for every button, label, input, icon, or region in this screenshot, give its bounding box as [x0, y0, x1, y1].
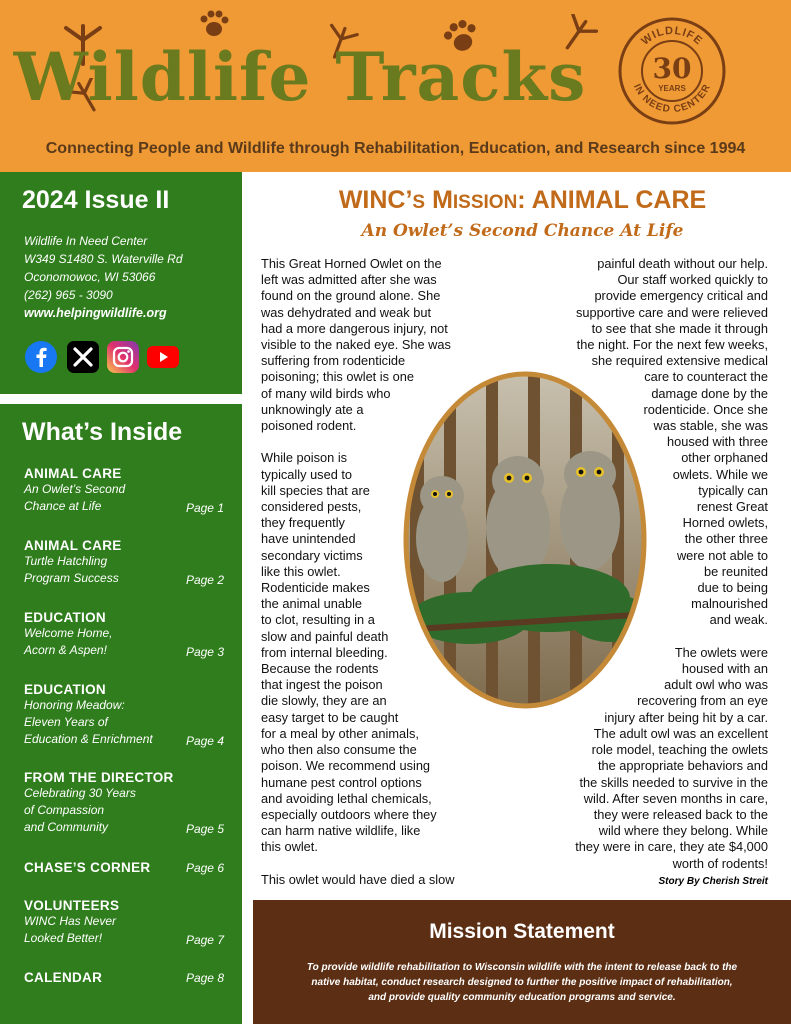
toc-subtitle: Welcome Home,: [24, 626, 113, 640]
winc-30-years-seal-icon: [617, 16, 727, 126]
article-line: other orphaned: [681, 450, 768, 466]
x-icon[interactable]: [66, 340, 100, 374]
toc-item[interactable]: [24, 898, 224, 947]
article-line: they frequently: [261, 515, 345, 531]
article-line: the night. For the next few weeks,: [576, 337, 768, 353]
article-line: to see that she made it through: [591, 320, 768, 336]
article-line: had a more dangerous injury, not: [261, 320, 448, 336]
toc-category: CHASE’S CORNER: [24, 860, 151, 875]
whats-inside-panel: [0, 404, 242, 1024]
article-line: worth of rodents!: [672, 855, 768, 871]
article-line: poison. We recommend using: [261, 758, 431, 774]
toc-page: Page 8: [185, 971, 224, 985]
address-line: W349 S1480 S. Waterville Rd: [24, 252, 183, 266]
article-line: were not able to: [676, 547, 768, 563]
article-line: she required extensive medical: [591, 353, 768, 369]
website-link[interactable]: www.helpingwildlife.org: [24, 306, 167, 320]
article-line: adult owl who was: [664, 677, 768, 693]
article-line: was stable, she was: [653, 418, 768, 434]
article-line: and avoiding lethal chemicals,: [261, 790, 432, 806]
toc-subtitle: and Community: [24, 820, 109, 834]
toc-category: EDUCATION: [24, 682, 106, 697]
toc-subtitle: An Owlet’s Second: [24, 482, 126, 496]
title-part: : ANIMAL CARE: [517, 186, 707, 214]
toc-page: Page 4: [185, 734, 224, 748]
toc-page: Page 6: [185, 861, 224, 875]
toc-item[interactable]: [24, 610, 224, 659]
toc-item[interactable]: [24, 682, 224, 748]
article-line: the animal unable: [261, 596, 363, 612]
article-line: especially outdoors where they: [261, 806, 437, 822]
article-line: role model, teaching the owlets: [591, 742, 768, 758]
article-line: can harm native wildlife, like: [261, 823, 421, 839]
story-credit: Story By Cherish Streit: [658, 876, 768, 887]
address-block: [24, 232, 183, 304]
address-line: Wildlife In Need Center: [24, 234, 148, 248]
toc-subtitle: Chance at Life: [24, 499, 102, 513]
article-line: typically can: [698, 482, 768, 498]
article-line: poisoning; this owlet is one: [261, 369, 414, 385]
article-line: The adult owl was an excellent: [593, 725, 768, 741]
article-line: considered pests,: [261, 499, 362, 515]
mission-title: Mission Statement: [429, 920, 615, 943]
article-line: secondary victims: [261, 547, 363, 563]
toc-page: Page 1: [185, 501, 224, 515]
toc-subtitle: Turtle Hatchling: [24, 554, 108, 568]
article-line: this owlet.: [261, 839, 318, 855]
toc-item[interactable]: [24, 538, 224, 587]
article-line: left was admitted after she was: [261, 272, 437, 288]
article-line: housed with three: [666, 434, 768, 450]
toc-subtitle: Acorn & Aspen!: [24, 643, 107, 657]
article-line: renest Great: [696, 499, 768, 515]
toc-subtitle: WINC Has Never: [24, 914, 117, 928]
article-line: humane pest control options: [261, 774, 422, 790]
title-part: M: [432, 186, 453, 214]
title-part: ISSION: [452, 192, 518, 213]
sidebar-divider: [0, 394, 242, 404]
article-line: who then also consume the: [261, 742, 417, 758]
toc-category: ANIMAL CARE: [24, 538, 122, 553]
article-line: care to counteract the: [644, 369, 768, 385]
toc-subtitle: Celebrating 30 Years: [24, 786, 136, 800]
address-line: (262) 965 - 3090: [24, 288, 113, 302]
svg-text:WILDLIFE: [639, 25, 704, 48]
toc-category: ANIMAL CARE: [24, 466, 122, 481]
toc-category: CALENDAR: [24, 970, 103, 985]
article-line: found on the ground alone. She: [261, 288, 441, 304]
article-line: Our staff worked quickly to: [617, 272, 768, 288]
issue-label: 2024 Issue II: [22, 186, 170, 214]
seal-years: YEARS: [658, 84, 686, 93]
sidebar-contact: [0, 172, 242, 394]
article-line: The owlets were: [674, 644, 768, 660]
article-line: suffering from rodenticide: [261, 353, 406, 369]
toc-category: FROM THE DIRECTOR: [24, 770, 174, 785]
toc-page: Page 2: [185, 573, 224, 587]
seal-number: 30: [652, 52, 692, 85]
article-line: easy target to be caught: [261, 709, 399, 725]
article-line: Because the rodents: [261, 661, 379, 677]
newsletter-title: Wildlife Tracks: [13, 38, 587, 116]
article-line: injury after being hit by a car.: [604, 709, 768, 725]
article-line: malnourished: [691, 596, 768, 612]
article-line: due to being: [697, 580, 768, 596]
tagline: Connecting People and Wildlife through Rehabilitation, Education, and Research since 1994: [45, 140, 746, 157]
article-line: rodenticide. Once she: [643, 401, 768, 417]
article-line: provide emergency critical and: [594, 288, 768, 304]
facebook-icon[interactable]: [24, 340, 58, 374]
article-line: While poison is: [261, 450, 348, 466]
article-line: they were in care, they ate $4,000: [575, 839, 768, 855]
article-line: and weak.: [709, 612, 768, 628]
youtube-icon[interactable]: [146, 340, 180, 374]
article-line: die slowly, they are an: [261, 693, 387, 709]
toc-page: Page 3: [185, 645, 224, 659]
article-line: poisoned rodent.: [261, 418, 357, 434]
article-line: the other three: [684, 531, 768, 547]
mission-line: native habitat, conduct research designed to further the positive impact of rehabilitation,: [311, 977, 733, 988]
article-line: damage done by the: [651, 385, 768, 401]
article-line: Horned owlets,: [682, 515, 768, 531]
article-line: supportive care and were relieved: [575, 304, 768, 320]
article-subtitle: An Owlet’s Second Chance At Life: [361, 221, 684, 241]
article-line: housed with an: [681, 661, 768, 677]
title-part: WINC’: [338, 186, 413, 214]
article-line: unknowingly ate a: [261, 401, 364, 417]
article-line: visible to the naked eye. She was: [261, 337, 451, 353]
toc-item[interactable]: [24, 466, 224, 515]
article-line: slow and painful death: [261, 628, 389, 644]
toc-subtitle: of Compassion: [24, 803, 105, 817]
article-line: painful death without our help.: [597, 256, 768, 271]
mission-line: To provide wildlife rehabilitation to Wisconsin wildlife with the intent to release back to the: [306, 962, 738, 973]
article-line: wild where they belong. While: [598, 823, 768, 839]
article-line: the skills needed to survive in the: [579, 774, 768, 790]
instagram-icon[interactable]: [106, 340, 140, 374]
article-title: [254, 186, 791, 215]
toc-subtitle: Education & Enrichment: [24, 732, 153, 746]
owlets-photo: [400, 368, 650, 712]
masthead: [0, 0, 791, 172]
article-line: from internal bleeding.: [261, 644, 388, 660]
article-line: This Great Horned Owlet on the: [261, 256, 442, 271]
article-line: like this owlet.: [261, 563, 341, 579]
article-line: that ingest the poison: [261, 677, 383, 693]
article-line: This owlet would have died a slow: [261, 871, 455, 887]
toc-item[interactable]: [24, 860, 224, 875]
article-line: kill species that are: [261, 482, 370, 498]
seal-bottom-text: IN NEED CENTER: [630, 82, 714, 116]
toc-subtitle: Program Success: [24, 571, 119, 585]
article-line: have unintended: [261, 531, 356, 547]
article-line: recovering from an eye: [637, 693, 768, 709]
whats-inside-title: What’s Inside: [22, 418, 183, 446]
toc-item[interactable]: [24, 970, 224, 985]
toc-page: Page 5: [185, 822, 224, 836]
article-line: they were released back to the: [593, 806, 768, 822]
article-line: [261, 856, 511, 872]
toc-subtitle: Eleven Years of: [24, 715, 108, 729]
toc-subtitle: Honoring Meadow:: [24, 698, 125, 712]
article-line: typically used to: [261, 466, 353, 482]
paw-track-icon: [196, 6, 232, 42]
article-line: the appropriate behaviors and: [597, 758, 768, 774]
title-part: S: [412, 192, 426, 213]
toc-subtitle: Looked Better!: [24, 931, 103, 945]
seal-top-text: WILDLIFE: [639, 24, 705, 48]
toc-item[interactable]: [24, 770, 224, 836]
article-line: for a meal by other animals,: [261, 725, 419, 741]
toc-page: Page 7: [185, 933, 224, 947]
article-line: was dehydrated and weak but: [261, 304, 432, 320]
article-line: wild. After seven months in care,: [583, 790, 768, 806]
article-line: of many wild birds who: [261, 385, 391, 401]
article-line: be reunited: [703, 563, 768, 579]
mission-line: and provide quality community education programs and service.: [368, 992, 676, 1003]
article-line: to clot, resulting in a: [261, 612, 375, 628]
toc-category: VOLUNTEERS: [24, 898, 120, 913]
article-line: owlets. While we: [672, 466, 768, 482]
article-line: Rodenticide makes: [261, 580, 370, 596]
mission-statement-box: [253, 900, 791, 1024]
toc-category: EDUCATION: [24, 610, 106, 625]
mission-text: [273, 960, 771, 1005]
address-line: Oconomowoc, WI 53066: [24, 270, 156, 284]
